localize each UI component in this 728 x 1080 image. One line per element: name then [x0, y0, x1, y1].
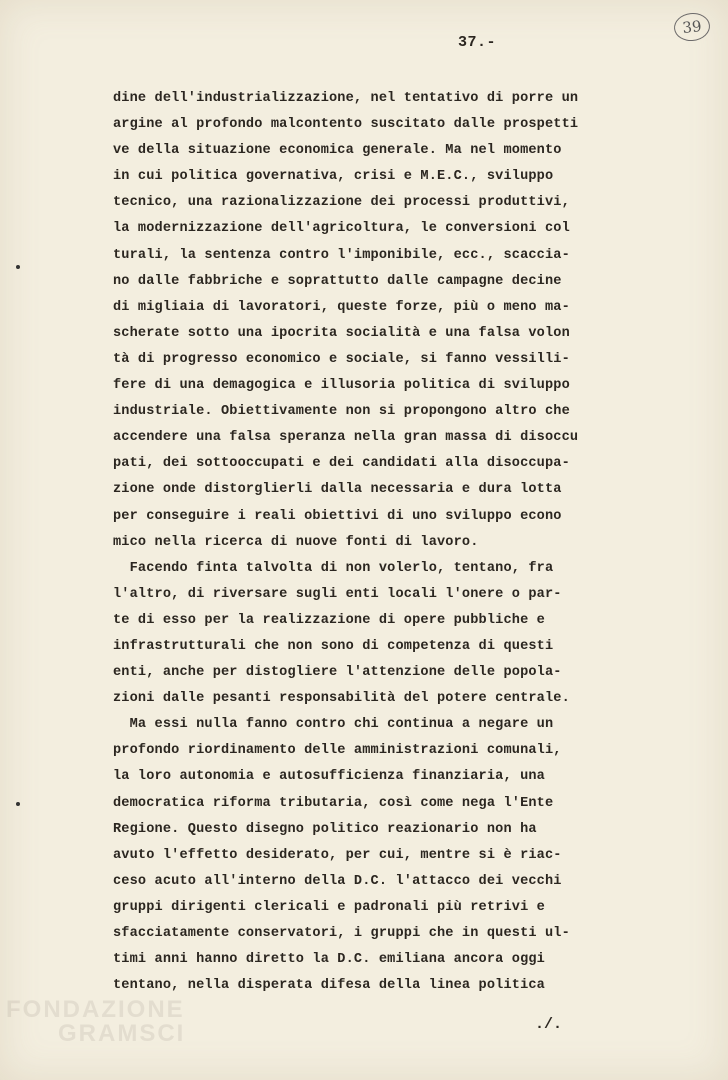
text-line: gruppi dirigenti clericali e padronali più retrivi e	[113, 899, 545, 915]
watermark-logo	[6, 998, 185, 1046]
text-line: ceso acuto all'interno della D.C. l'attacco dei vecchi	[113, 873, 562, 889]
text-line: per conseguire i reali obiettivi di uno sviluppo econo	[113, 508, 562, 524]
text-line: no dalle fabbriche e soprattutto dalle campagne decine	[113, 273, 562, 289]
text-line: infrastrutturali che non sono di competenza di questi	[113, 638, 554, 654]
text-line: avuto l'effetto desiderato, per cui, mentre si è riac-	[113, 847, 562, 863]
typewritten-body	[113, 86, 703, 999]
text-line: mico nella ricerca di nuove fonti di lavoro.	[113, 534, 479, 550]
text-line: la modernizzazione dell'agricoltura, le conversioni col	[113, 221, 570, 237]
watermark-line-1: FONDAZIONE	[6, 996, 185, 1023]
closing-mark: ./.	[535, 1016, 563, 1033]
text-line: te di esso per la realizzazione di opere pubbliche e	[113, 612, 545, 628]
text-line: accendere una falsa speranza nella gran massa di disoccu	[113, 430, 579, 446]
watermark-line-2: GRAMSCI	[58, 1020, 186, 1047]
text-line: enti, anche per distogliere l'attenzione delle popola-	[113, 665, 562, 681]
text-line: ve della situazione economica generale. Ma nel momento	[113, 143, 562, 159]
text-line: Ma essi nulla fanno contro chi continua a negare un	[113, 717, 554, 733]
text-line: fere di una demagogica e illusoria politica di sviluppo	[113, 378, 570, 394]
text-line: tà di progresso economico e sociale, si fanno vessilli-	[113, 351, 570, 367]
text-line: zione onde distorglierli dalla necessaria e dura lotta	[113, 482, 562, 498]
text-line: in cui politica governativa, crisi e M.E.C., sviluppo	[113, 169, 554, 185]
text-line: profondo riordinamento delle amministrazioni comunali,	[113, 743, 562, 759]
text-line: l'altro, di riversare sugli enti locali l'onere o par-	[113, 586, 562, 602]
text-line: turali, la sentenza contro l'imponibile, ecc., scaccia-	[113, 247, 570, 263]
text-line: zioni dalle pesanti responsabilità del potere centrale.	[113, 691, 570, 707]
text-line: scherate sotto una ipocrita socialità e una falsa volon	[113, 325, 570, 341]
text-line: Regione. Questo disegno politico reazionario non ha	[113, 821, 537, 837]
text-line: pati, dei sottooccupati e dei candidati alla disoccupa-	[113, 456, 570, 472]
text-line: Facendo finta talvolta di non volerlo, tentano, fra	[113, 560, 554, 576]
text-line: di migliaia di lavoratori, queste forze, più o meno ma-	[113, 299, 570, 315]
text-line: tecnico, una razionalizzazione dei processi produttivi,	[113, 195, 570, 211]
text-line: argine al profondo malcontento suscitato dalle prospetti	[113, 117, 579, 133]
page-number: 37.-	[458, 34, 497, 51]
text-line: dine dell'industrializzazione, nel tentativo di porre un	[113, 91, 579, 106]
margin-dot	[16, 265, 20, 269]
archive-stamp: 39	[673, 11, 712, 43]
text-line: tentano, nella disperata difesa della linea politica	[113, 978, 545, 994]
text-line: industriale. Obiettivamente non si propongono altro che	[113, 404, 570, 420]
text-line: la loro autonomia e autosufficienza finanziaria, una	[113, 769, 545, 785]
text-line: sfacciatamente conservatori, i gruppi che in questi ul-	[113, 926, 570, 941]
margin-dot	[16, 802, 20, 806]
text-line: democratica riforma tributaria, così come nega l'Ente	[113, 795, 554, 811]
text-line: timi anni hanno diretto la D.C. emiliana ancora oggi	[113, 952, 545, 968]
